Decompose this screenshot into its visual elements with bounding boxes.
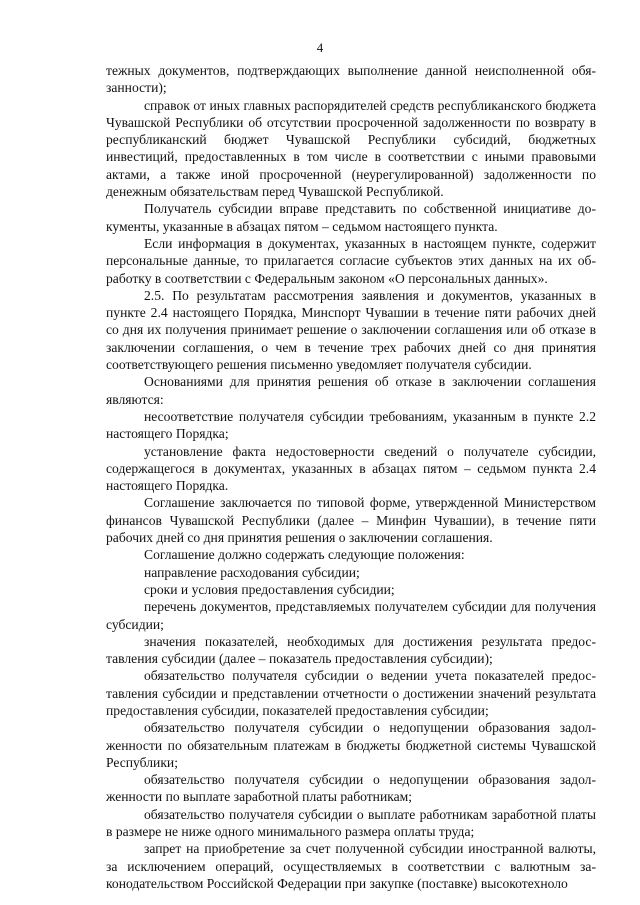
list-item: направление расходования субсидии; bbox=[144, 564, 360, 580]
list-item: перечень документов, представляемых получателем субсидии для получения субсидии; bbox=[106, 599, 596, 632]
document-body bbox=[106, 62, 596, 892]
list-item: установление факта недостоверности сведений о получателе субсидии, содержащегося в документах, указанных в абзацах пятом – седьмом пункта 2.4 настоящего Порядка. bbox=[106, 443, 596, 494]
paragraph-agreement-form: Соглашение заключается по типовой форме, утвержденной Министерством финансов Чувашской Республики (далее – Минфин Чувашии), в течение пяти рабочих дней со дня принятия решения о заключении соглашения. bbox=[106, 495, 596, 546]
page-number: 4 bbox=[316, 40, 324, 55]
paragraph-2-5: 2.5. По результатам рассмотрения заявления и документов, указанных в пункте 2.4 настоящего Порядка, Минспорт Чувашии в течение пяти рабочих дней со дня их получения принимает решение о заключении соглашения или об отказе в заключении соглашения, о чем в течение трех рабочих дней со дня принятия соответствующего решения письменно уведомляет получателя субсидии. bbox=[106, 287, 596, 373]
paragraph-refusal-grounds: Основаниями для принятия решения об отказе в заключении соглашения являются: bbox=[106, 374, 596, 407]
list-item: несоответствие получателя субсидии требованиям, указанным в пункте 2.2 настоящего Порядка; bbox=[106, 408, 596, 442]
list-item: обязательство получателя субсидии о недопущении образования задолженности по выплате заработной платы работникам; bbox=[106, 772, 596, 805]
list-item: запрет на приобретение за счет полученной субсидии иностранной валюты, за исключением операций, осуществляемых в соответствии с валютным законодательством Российской Федерации при закупке (поставке) высокотехноло bbox=[106, 841, 596, 891]
list-item: обязательство получателя субсидии о выплате работникам заработной платы в размере не ниже одного минимального размера оплаты труда; bbox=[106, 806, 596, 840]
paragraph-own-initiative: Получатель субсидии вправе представить по собственной инициативе документы, указанные в абзацах пятом – седьмом настоящего пункта. bbox=[106, 201, 596, 234]
list-item: обязательство получателя субсидии о ведении учета показателей предоставления субсидии и представлении отчетности о достижении значений результата предоставления субсидии, показателей предоставления субсидии; bbox=[106, 668, 596, 718]
paragraph-certificates: справок от иных главных распорядителей средств республиканского бюджета Чувашской Республики об отсутствии просроченной задолженности по возврату в республиканский бюджет Чувашской Республики субсидий, бюджетных инвестиций, предоставленных в том числе в соответствии с иными правовыми актами, а также иной просроченной (неурегулированной) задолженности по денежным обязательствам перед Чувашской Республикой. bbox=[106, 97, 596, 200]
paragraph-personal-data: Если информация в документах, указанных в настоящем пункте, содержит персональные данные, то прилагается согласие субъектов этих данных на их обработку в соответствии с Федеральным законом «О персональных данных». bbox=[106, 235, 596, 286]
list-item: обязательство получателя субсидии о недопущении образования задолженности по обязательным платежам в бюджеты бюджетной системы Чувашской Республики; bbox=[106, 720, 596, 770]
list-item: сроки и условия предоставления субсидии; bbox=[144, 581, 395, 597]
paragraph-agreement-contents: Соглашение должно содержать следующие положения: bbox=[144, 547, 465, 563]
list-item: значения показателей, необходимых для достижения результата предоставления субсидии (далее – показатель предоставления субсидии); bbox=[106, 633, 596, 667]
paragraph-continuation: тежных документов, подтверждающих выполнение данной неисполненной обязанности); bbox=[106, 63, 596, 96]
